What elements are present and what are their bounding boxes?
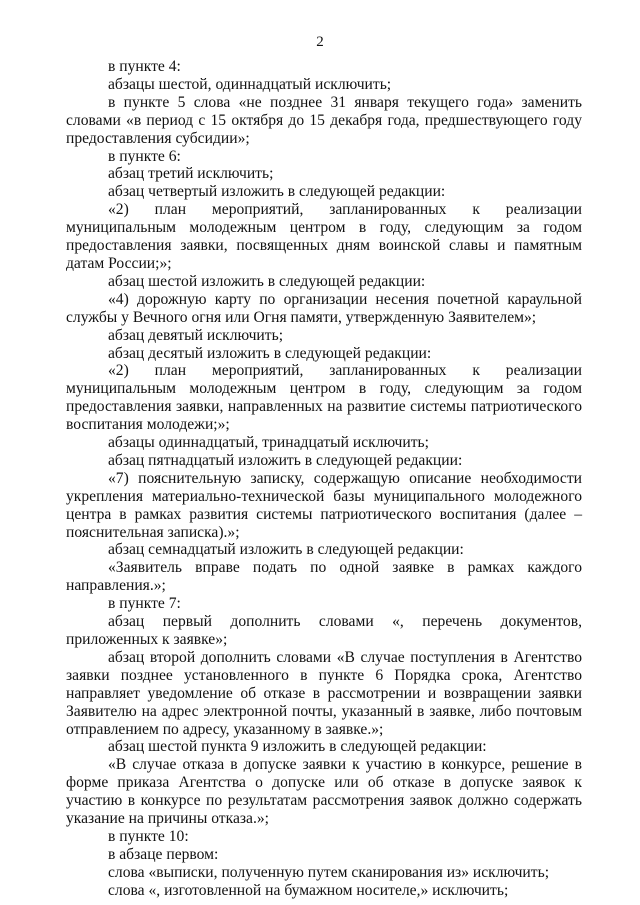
paragraph: абзац первый дополнить словами «, перечень документов, приложенных к заявке»; [66,613,582,648]
paragraph: в пункте 6: [108,147,181,165]
paragraph: абзац третий исключить; [108,165,274,183]
page-number: 2 [316,34,324,50]
paragraph: слова «, изготовленной на бумажном носителе,» исключить; [108,881,509,899]
paragraph: абзац шестой пункта 9 изложить в следующей редакции: [108,738,487,756]
paragraph: в пункте 10: [108,827,189,845]
paragraph: абзац второй дополнить словами «В случае поступления в Агентство заявки позднее установленного в пункте 6 Порядка срока, Агентство направляет уведомление об отказе в рассмотрении и возвращении заявки Заявителю на адрес электронной почты, указанный в заявке, либо почтовым отправлением по адресу, указанному в заявке.»; [66,648,582,738]
paragraph: в пункте 4: [108,58,181,75]
paragraph: абзац шестой изложить в следующей редакции: [108,272,426,290]
paragraph: слова «выписки, полученную путем сканирования из» исключить; [108,863,550,881]
paragraph: «В случае отказа в допуске заявки к участию в конкурсе, решение в форме приказа Агентства о допуске или об отказе в допуске заявок к участию в конкурсе по результатам рассмотрения заявок должно содержать указание на причины отказа.»; [66,756,582,828]
paragraph: «7) пояснительную записку, содержащую описание необходимости укрепления материально-технической базы муниципального молодежного центра в рамках развития системы патриотического воспитания (далее – пояснительная записка).»; [66,469,582,541]
paragraph: абзац четвертый изложить в следующей редакции: [108,183,446,201]
paragraph: абзац десятый изложить в следующей редакции: [108,344,432,362]
document-body [66,58,582,900]
paragraph: «2) план мероприятий, запланированных к реализации муниципальным молодежным центром в году, следующим за годом предоставления заявки, направленных на развитие системы патриотического воспитания молодежи;»; [66,362,582,434]
paragraph: «Заявитель вправе подать по одной заявке в рамках каждого направления.»; [66,559,582,595]
paragraph: в абзаце первом: [108,845,219,863]
paragraph: абзацы шестой, одиннадцатый исключить; [108,75,392,93]
paragraph: в пункте 7: [108,595,181,613]
paragraph: абзацы одиннадцатый, тринадцатый исключить; [108,434,429,452]
paragraph: «2) план мероприятий, запланированных к реализации муниципальным молодежным центром в году, следующим за годом предоставления заявки, посвященных дням воинской славы и памятным датам России;»; [66,201,582,272]
paragraph: абзац пятнадцатый изложить в следующей редакции: [108,451,463,469]
paragraph: абзац девятый исключить; [108,326,284,344]
paragraph: абзац семнадцатый изложить в следующей редакции: [108,541,464,559]
paragraph: в пункте 5 слова «не позднее 31 января текущего года» заменить словами «в период с 15 октября до 15 декабря года, предшествующего году предоставления субсидии»; [66,93,582,147]
paragraph: «4) дорожную карту по организации несения почетной караульной службы у Вечного огня или Огня памяти, утвержденную Заявителем»; [66,290,582,326]
